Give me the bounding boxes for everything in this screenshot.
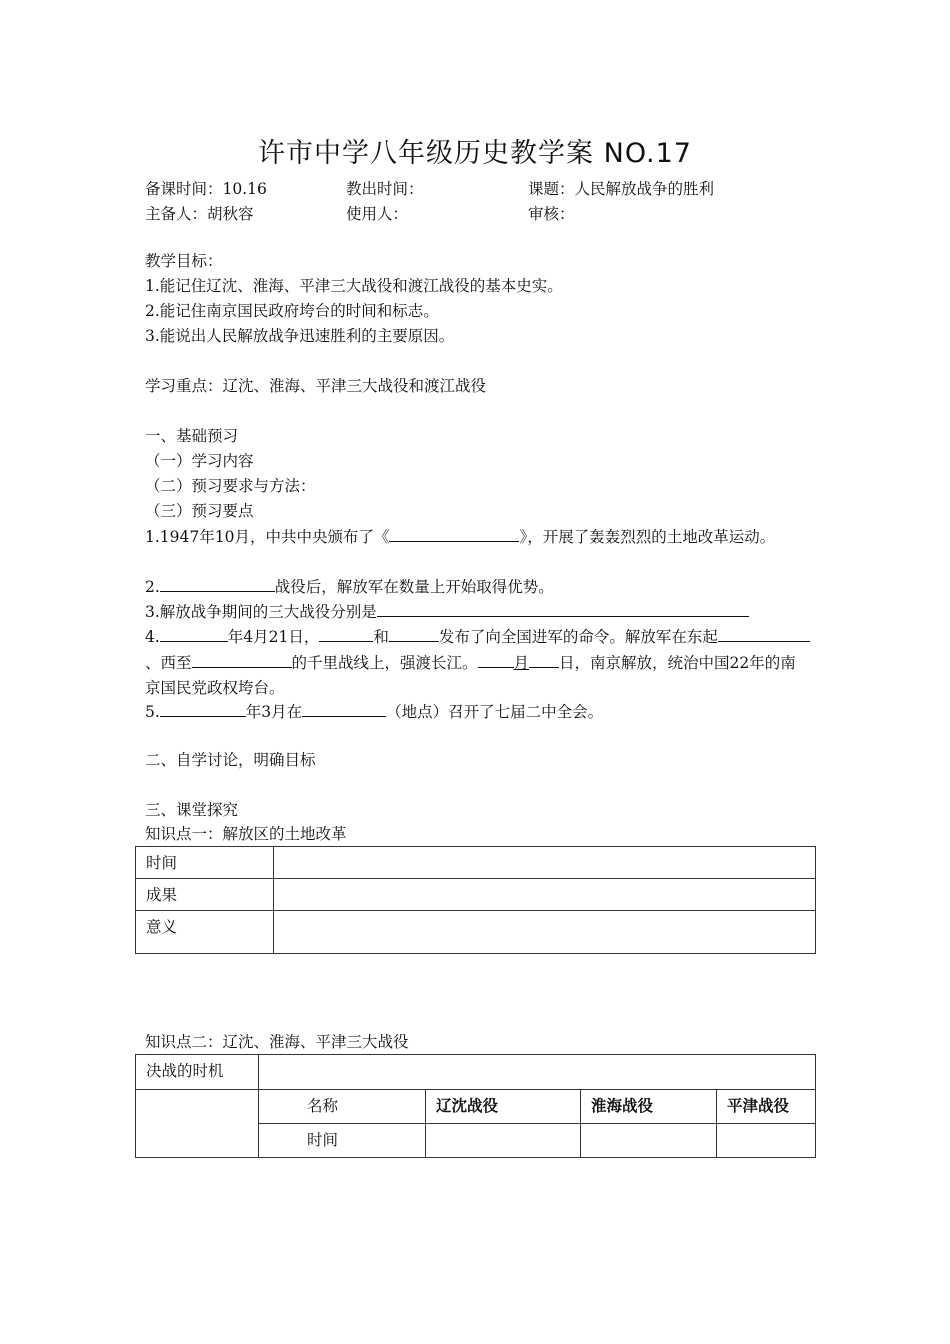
row-label: 意义 xyxy=(136,911,274,954)
section3-heading: 三、课堂探究 xyxy=(145,801,239,819)
row-label: 决战的时机 xyxy=(136,1055,259,1090)
prep-time: 备课时间：10.16 xyxy=(145,180,267,198)
battle-name: 平津战役 xyxy=(717,1090,816,1124)
empty-cell xyxy=(136,1090,259,1158)
page-title: 许市中学八年级历史教学案 NO.17 xyxy=(258,138,692,169)
answer-cell[interactable] xyxy=(259,1055,816,1090)
land-reform-table xyxy=(135,846,816,954)
blank[interactable] xyxy=(192,650,292,668)
question-2: 2. 战役后，解放军在数量上开始取得优势。 xyxy=(145,574,810,600)
preparer: 主备人：胡秋容 xyxy=(145,205,254,223)
objective-item: 2.能记住南京国民政府垮台的时间和标志。 xyxy=(145,302,439,320)
answer-cell[interactable] xyxy=(274,879,816,911)
section2-heading: 二、自学讨论，明确目标 xyxy=(145,751,316,769)
question-3: 3.解放战争期间的三大战役分别是 xyxy=(145,599,810,625)
blank[interactable] xyxy=(389,524,519,542)
battle-name: 辽沈战役 xyxy=(426,1090,581,1124)
name-label: 名称 xyxy=(259,1090,426,1124)
blank[interactable] xyxy=(302,699,386,717)
blank[interactable] xyxy=(389,624,439,642)
kp1-title: 知识点一：解放区的土地改革 xyxy=(145,825,347,843)
answer-cell[interactable] xyxy=(274,847,816,879)
blank[interactable] xyxy=(718,624,810,642)
row-label: 时间 xyxy=(136,847,274,879)
objectives-heading: 教学目标： xyxy=(145,252,223,270)
question-4: 4. 年4月21日， 和 发布了向全国进军的命令。解放军在东起、西至 的千里战线上，强渡长江。 月 日，南京解放，统治中国22年的南京国民党政权垮台。 xyxy=(145,624,810,701)
answer-cell[interactable] xyxy=(274,911,816,954)
teach-time: 教出时间： xyxy=(346,180,424,198)
objective-item: 1.能记住辽沈、淮海、平津三大战役和渡江战役的基本史实。 xyxy=(145,277,563,295)
blank[interactable] xyxy=(377,599,749,617)
blank[interactable] xyxy=(319,624,373,642)
section1-sub1: （一）学习内容 xyxy=(145,452,254,470)
answer-cell[interactable] xyxy=(581,1124,717,1158)
blank[interactable] xyxy=(529,650,559,668)
time-label: 时间 xyxy=(259,1124,426,1158)
reviewer: 审核： xyxy=(528,205,575,223)
row-label: 成果 xyxy=(136,879,274,911)
answer-cell[interactable] xyxy=(426,1124,581,1158)
question-5: 5. 年3月在 （地点）召开了七届二中全会。 xyxy=(145,699,810,725)
section1-sub2: （二）预习要求与方法： xyxy=(145,477,316,495)
user: 使用人： xyxy=(346,205,409,223)
key-point: 学习重点：辽沈、淮海、平津三大战役和渡江战役 xyxy=(145,377,487,395)
battle-name: 淮海战役 xyxy=(581,1090,717,1124)
topic: 课题：人民解放战争的胜利 xyxy=(528,180,715,198)
blank[interactable] xyxy=(160,624,228,642)
section1-sub3: （三）预习要点 xyxy=(145,502,254,520)
blank[interactable] xyxy=(478,650,514,668)
campaigns-table xyxy=(135,1054,816,1158)
objective-item: 3.能说出人民解放战争迅速胜利的主要原因。 xyxy=(145,327,455,345)
section1-heading: 一、基础预习 xyxy=(145,427,239,445)
answer-cell[interactable] xyxy=(717,1124,816,1158)
kp2-title: 知识点二：辽沈、淮海、平津三大战役 xyxy=(145,1033,409,1051)
blank[interactable] xyxy=(160,574,275,592)
blank[interactable] xyxy=(160,699,246,717)
question-1: 1.1947年10月，中共中央颁布了《 》，开展了轰轰烈烈的土地改革运动。 xyxy=(145,524,810,550)
